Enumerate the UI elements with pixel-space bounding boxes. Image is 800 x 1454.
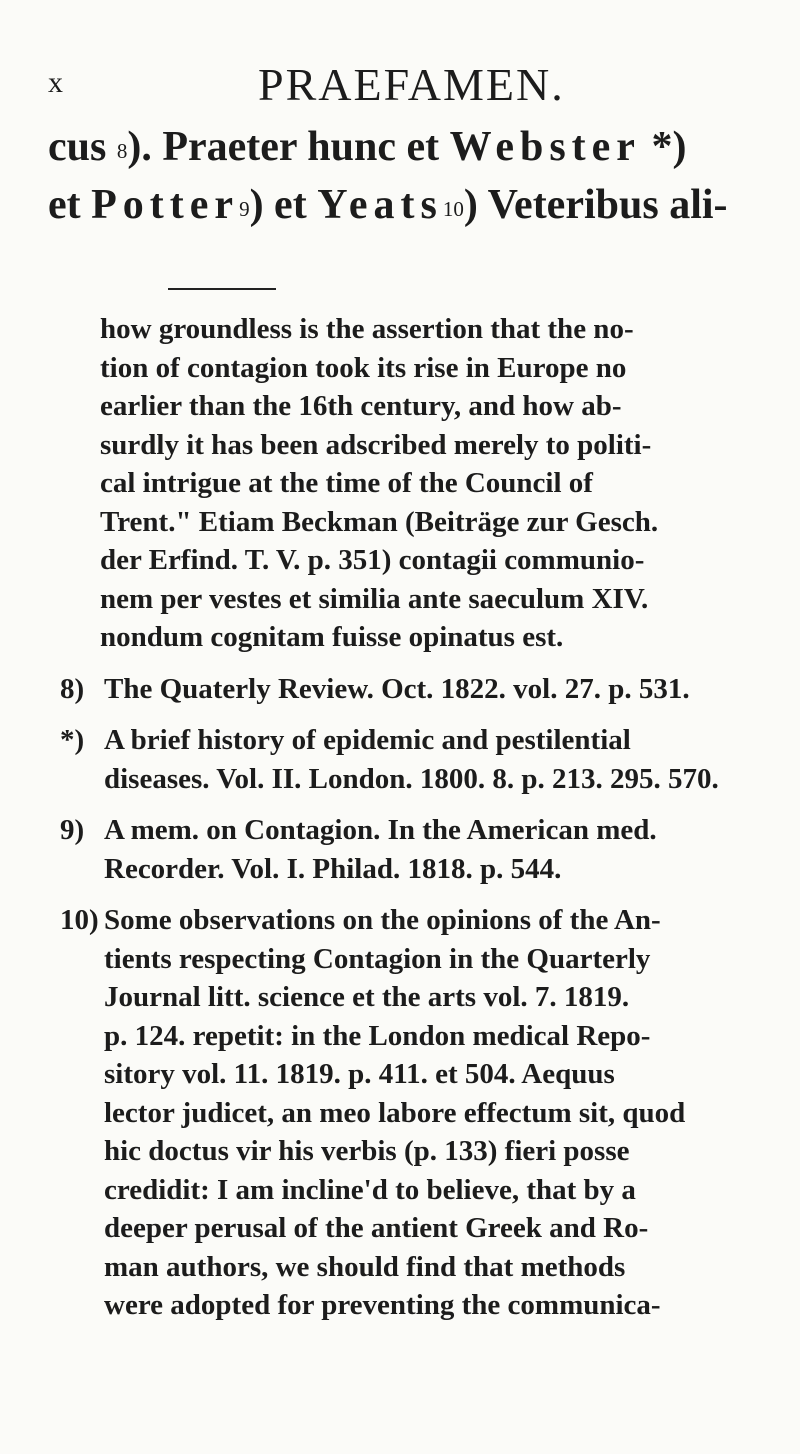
footnote-line: Some observations on the opinions of the An- [104, 904, 661, 936]
footnote-line: der Erfind. T. V. p. 351) contagii communio- [100, 544, 645, 576]
footnote-line: Trent." Etiam Beckman (Beiträge zur Gesch. [100, 505, 659, 538]
footnote-line: tients respecting Contagion in the Quarterly [104, 942, 651, 975]
footnote-line: diseases. Vol. II. London. 1800. 8. p. 213. 295. 570. [104, 762, 719, 795]
footnote-ref: 9 [239, 197, 250, 221]
footnote-line: earlier than the 16th century, and how ab- [100, 390, 622, 422]
running-head [48, 58, 748, 108]
footnote-line: nem per vestes et similia ante saeculum XIV. [100, 582, 649, 615]
footnote-line: credidit: I am incline'd to believe, that by a [104, 1173, 636, 1206]
text-run: cus [48, 124, 117, 170]
footnote-line: tion of contagion took its rise in Europe no [100, 351, 627, 384]
author-name: Potter [91, 182, 240, 228]
footnote-line: man authors, we should find that methods [104, 1250, 626, 1283]
footnote-line: Recorder. Vol. I. Philad. 1818. p. 544. [104, 852, 562, 885]
footnote-10 [60, 901, 780, 1325]
author-name: Webster [449, 124, 641, 170]
footnote-line: The Quaterly Review. Oct. 1822. vol. 27. p. 531. [104, 672, 690, 705]
author-name: Yeats [317, 182, 443, 228]
footnote-line: Journal litt. science et the arts vol. 7. 1819. [104, 981, 630, 1013]
footnote-line: hic doctus vir his verbis (p. 133) fieri posse [104, 1135, 630, 1167]
page-number: x [48, 66, 64, 99]
footnote-marker: *) [60, 724, 85, 756]
main-text-line [48, 118, 768, 176]
footnote-line: nondum cognitam fuisse opinatus est. [100, 621, 564, 653]
footnotes [60, 310, 780, 1338]
footnote-line: sitory vol. 11. 1819. p. 411. et 504. Aequus [104, 1058, 615, 1090]
footnote-ref: 8 [116, 139, 128, 163]
text-run: ). Praeter hunc et [127, 124, 450, 170]
footnote-star [60, 721, 780, 798]
text-run: ) Veteribus ali- [463, 182, 728, 228]
footnote-line: lector judicet, an meo labore effectum sit, quod [104, 1096, 686, 1129]
main-text [48, 118, 768, 234]
footnote-9 [60, 811, 780, 888]
footnote-line: cal intrigue at the time of the Council of [100, 467, 593, 499]
footnote-line: surdly it has been adscribed merely to politi- [100, 428, 652, 461]
text-run: ) et [249, 182, 318, 228]
footnote-continuation [60, 310, 780, 657]
footnote-line: p. 124. repetit: in the London medical Repo- [104, 1019, 651, 1052]
footnote-line: deeper perusal of the antient Greek and Ro- [104, 1212, 649, 1244]
text-run: *) [640, 124, 687, 170]
main-text-line [48, 176, 768, 234]
footnote-line: were adopted for preventing the communica- [104, 1289, 661, 1321]
running-title: PRAEFAMEN. [258, 59, 565, 110]
footnote-line: A brief history of epidemic and pestilential [104, 724, 631, 756]
text-run: et [48, 182, 92, 228]
footnote-line: how groundless is the assertion that the no- [100, 313, 634, 345]
footnote-marker: 9) [60, 814, 85, 846]
footnote-rule [168, 288, 276, 290]
footnote-ref: 10 [442, 197, 464, 221]
footnote-marker: 10) [60, 904, 99, 936]
footnote-marker: 8) [60, 672, 85, 705]
footnote-8 [60, 670, 780, 709]
footnote-line: A mem. on Contagion. In the American med. [104, 814, 657, 846]
